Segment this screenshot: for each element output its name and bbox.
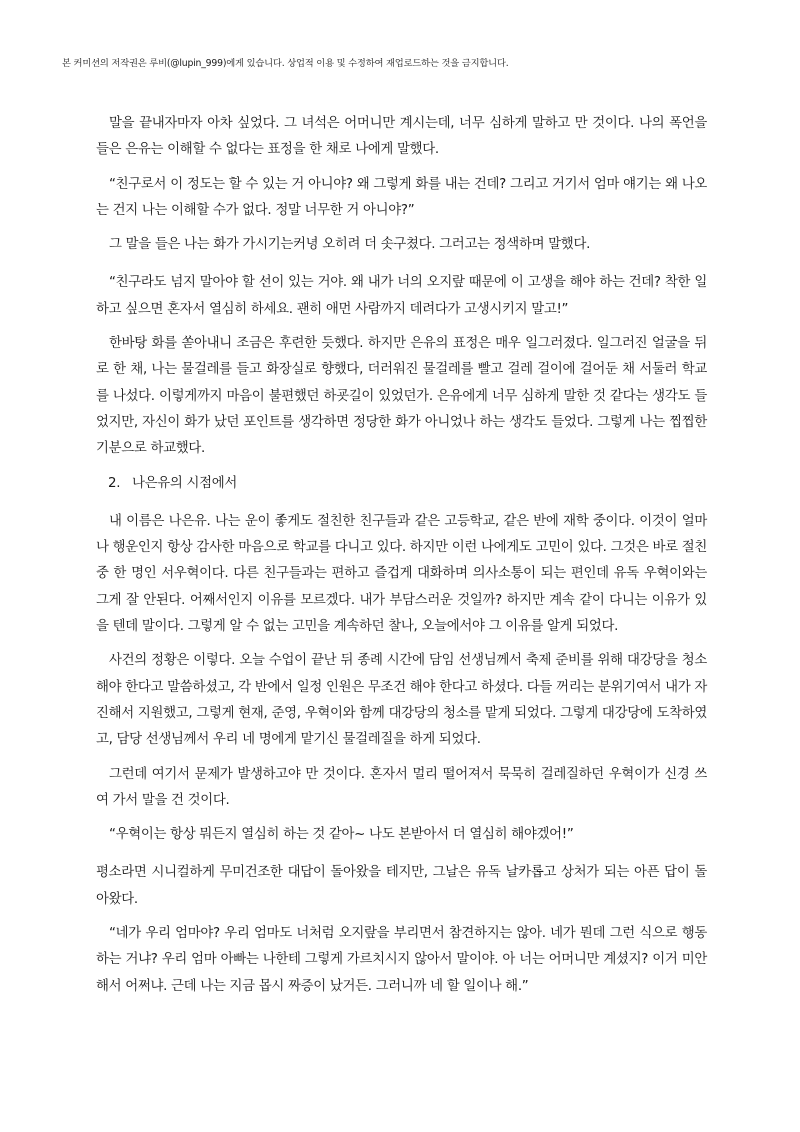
paragraph-10: 평소라면 시니컬하게 무미건조한 대답이 돌아왔을 테지만, 그날은 유독 날카롭고 상처가 되는 아픈 답이 돌아왔다. bbox=[96, 865, 707, 907]
section-title: 나은유의 시점에서 bbox=[132, 475, 238, 491]
paragraph-3: 그 말을 들은 나는 화가 가시기는커녕 오히려 더 솟구쳤다. 그러고는 정색하며 말했다. bbox=[109, 237, 591, 253]
paragraph-8: 그런데 여기서 문제가 발생하고야 만 것이다. 혼자서 멀리 떨어져서 묵묵히 걸레질하던 우혁이가 신경 쓰여 가서 말을 건 것이다. bbox=[96, 766, 707, 808]
section-number: 2. bbox=[108, 475, 121, 491]
paragraph-2: “친구로서 이 정도는 할 수 있는 거 아니야? 왜 그렇게 화를 내는 건데? 그리고 거기서 엄마 얘기는 왜 나오는 건지 나는 이해할 수가 없다. 정말 너무한 거 아니야?” bbox=[96, 176, 707, 218]
paragraph-6: 내 이름은 나은유. 나는 운이 좋게도 절친한 친구들과 같은 고등학교, 같은 반에 재학 중이다. 이것이 얼마나 행운인지 항상 감사한 마음으로 학교를 다니고 있다. 하지만 이런 나에게도 고민이 있다. 그것은 바로 절친 중 한 명인 서우혁이다. 다른 친구들과는 편하고 즐겁게 대화하며 의사소통이 되는 편인데 유독 우혁이와는 그게 잘 안된다. 어째서인지 이유를 모르겠다. 내가 부담스러운 것일까? 하지만 계속 같이 다니는 이유가 있을 텐데 말이다. 그렇게 알 수 없는 고민을 계속하던 찰나, 오늘에서야 그 이유를 알게 되었다. bbox=[96, 513, 707, 635]
paragraph-7: 사건의 정황은 이렇다. 오늘 수업이 끝난 뒤 종례 시간에 담임 선생님께서 축제 준비를 위해 대강당을 청소해야 한다고 말씀하셨고, 각 반에서 일정 인원은 무조건 해야 한다고 하셨다. 다들 꺼리는 분위기여서 내가 자진해서 지원했고, 그렇게 현재, 준영, 우혁이와 함께 대강당의 청소를 맡게 되었다. 그렇게 대강당에 도착하였고, 담당 선생님께서 우리 네 명에게 맡기신 물걸레질을 하게 되었다. bbox=[96, 653, 707, 748]
section-heading bbox=[96, 471, 707, 497]
paragraph-4: “친구라도 넘지 말아야 할 선이 있는 거야. 왜 내가 너의 오지랖 때문에 이 고생을 해야 하는 건데? 착한 일 하고 싶으면 혼자서 열심히 하세요. 괜히 애먼 사람까지 데려다가 고생시키지 말고!” bbox=[96, 275, 707, 317]
paragraph-11: “네가 우리 엄마야? 우리 엄마도 너처럼 오지랖을 부리면서 참견하지는 않아. 네가 뭔데 그런 식으로 행동하는 거냐? 우리 엄마 아빠는 나한테 그렇게 가르치시지 않아서 말이야. 아 너는 어머니만 계셨지? 이거 미안해서 어쩌냐. 근데 나는 지금 몹시 짜증이 났거든. 그러니까 네 할 일이나 해.” bbox=[96, 926, 707, 994]
paragraph-1: 말을 끝내자마자 아차 싶었다. 그 녀석은 어머니만 계시는데, 너무 심하게 말하고 만 것이다. 나의 폭언을 들은 은유는 이해할 수 없다는 표정을 한 채로 나에게 말했다. bbox=[96, 116, 707, 158]
paragraph-9: “우혁이는 항상 뭐든지 열심히 하는 것 같아~ 나도 본받아서 더 열심히 해야겠어!” bbox=[109, 827, 574, 843]
document-body bbox=[96, 111, 707, 1008]
copyright-notice: 본 커미션의 저작권은 루비(@lupin_999)에게 있습니다. 상업적 이용 및 수정하여 재업로드하는 것을 금지합니다. bbox=[62, 58, 509, 69]
paragraph-5: 한바탕 화를 쏟아내니 조금은 후련한 듯했다. 하지만 은유의 표정은 매우 일그러졌다. 일그러진 얼굴을 뒤로 한 채, 나는 물걸레를 들고 화장실로 향했다, 더러워진 물걸레를 빨고 걸레 걸이에 걸어둔 채 서둘러 학교를 나섰다. 이렇게까지 마음이 불편했던 하굣길이 있었던가. 은유에게 너무 심하게 말한 것 같다는 생각도 들었지만, 자신이 화가 났던 포인트를 생각하면 정당한 화가 아니었나 하는 생각도 들었다. 그렇게 나는 찝찝한 기분으로 하교했다. bbox=[96, 336, 707, 457]
